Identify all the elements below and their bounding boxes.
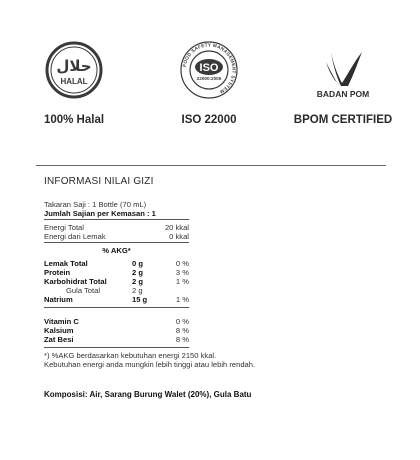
cert-bpom [283,40,403,126]
composition-label: Komposisi: [44,390,88,399]
bpom-logo-text: BADAN POM [316,89,370,99]
nutrient-akg: 1 % [175,295,189,304]
vitamin-row [44,335,189,344]
rule-line [44,347,189,348]
iso-logo-icon [179,40,239,100]
certification-row [0,40,420,150]
nutrient-akg: 1 % [175,277,189,286]
nutrient-amount: 0 g [132,259,143,268]
rule-line [44,242,189,243]
cert-halal-label: 100% Halal [43,114,105,126]
iso-logo-text: ISO [199,62,219,74]
nutrient-akg: 0 % [175,259,189,268]
nutrient-row [44,259,189,268]
footnotes [44,351,374,369]
nutrient-row [44,295,189,304]
nutrient-akg: 3 % [175,268,189,277]
vitamin-name: Zat Besi [44,335,74,344]
servings-per-pack: Jumlah Sajian per Kemasan : 1 [44,209,156,218]
footnote: Kebutuhan energi anda mungkin lebih tinggi atau lebih rendah. [44,360,256,369]
iso-logo-sub: 22000:2005 [196,76,222,81]
nutrient-name: Protein [44,268,71,277]
cert-iso [149,40,269,126]
nutrient-amount: 2 g [132,268,143,277]
footnote: *) %AKG berdasarkan kebutuhan energi 2150 kkal. [44,351,217,360]
vitamin-row [44,326,189,335]
bpom-logo-icon [308,40,378,100]
vitamin-akg: 0 % [175,317,189,326]
serving-size: Takaran Saji : 1 Bottle (70 mL) [44,200,147,209]
nutrition-title: INFORMASI NILAI GIZI [44,176,154,187]
nutrient-row [44,268,189,277]
nutrient-name: Lemak Total [44,259,88,268]
vitamin-name: Vitamin C [44,317,79,326]
akg-header: % AKG* [102,246,131,255]
halal-arabic-text: حلال [56,57,92,75]
nutrient-amount: 15 g [132,295,148,304]
vitamin-name: Kalsium [44,326,74,335]
halal-logo-icon [44,40,104,100]
nutrition-panel [44,176,374,369]
energy-row [44,232,189,241]
nutrient-name: Gula Total [66,286,101,295]
energy-value: 20 kkal [164,223,189,232]
rule-line [44,219,189,220]
rule-line [44,307,189,308]
iso-ring-text: FOOD SAFETY MANAGEMENT SYSTEM [181,42,237,95]
vitamin-row [44,317,189,326]
composition-value: Air, Sarang Burung Walet (20%), Gula Batu [87,390,252,399]
energy-name: Energi dari Lemak [44,232,106,241]
energy-value: 0 kkal [169,232,189,241]
section-divider [36,165,386,166]
energy-name: Energi Total [44,223,84,232]
vitamin-akg: 8 % [175,335,189,344]
cert-iso-label: ISO 22000 [181,114,237,126]
nutrient-name: Natrium [44,295,73,304]
cert-bpom-label: BPOM CERTIFIED [293,114,393,126]
composition-line [44,390,251,399]
halal-logo-text: HALAL [60,77,88,86]
vitamin-akg: 8 % [175,326,189,335]
nutrient-amount: 2 g [132,277,143,286]
cert-halal [14,40,134,126]
nutrient-row-sub [44,286,189,295]
nutrient-name: Karbohidrat Total [44,277,107,286]
nutrient-amount: 2 g [132,286,143,295]
nutrient-row [44,277,189,286]
energy-row [44,223,189,232]
